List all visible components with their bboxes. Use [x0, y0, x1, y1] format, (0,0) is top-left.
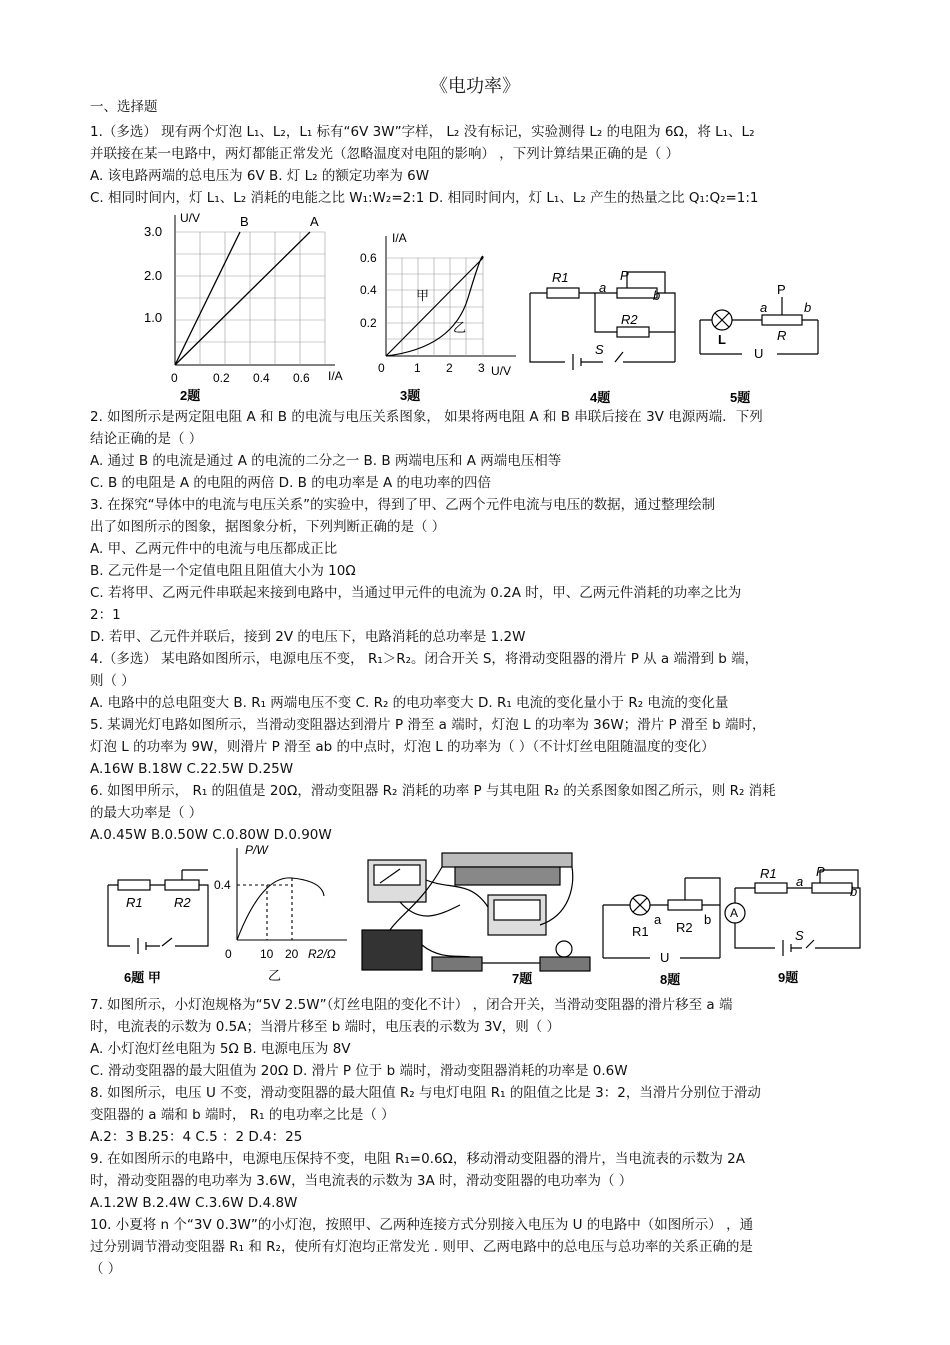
x-tick: 0.4 — [253, 371, 270, 385]
page-title: 《电功率》 — [430, 76, 520, 97]
x-tick: 1 — [414, 361, 421, 375]
label-a: a — [796, 874, 804, 889]
label-s: S — [595, 342, 604, 357]
label-p: P — [620, 268, 629, 283]
option-line: A. 通过 B 的电流是通过 A 的电流的二分之一 B. B 两端电压和 A 两端电压相等 — [90, 453, 562, 469]
option-line: D. 若甲、乙元件并联后，接到 2V 的电压下，电路消耗的总功率是 1.2W — [90, 629, 526, 645]
line-label-b: B — [240, 214, 249, 229]
label-l: L — [718, 332, 726, 347]
label-b: b — [850, 884, 858, 899]
y-tick: 1.0 — [144, 310, 163, 325]
label-b: b — [804, 300, 812, 315]
figure-caption: 7题 — [512, 971, 533, 986]
option-line: C. B 的电阻是 A 的电阻的两倍 D. B 的电功率是 A 的电功率的四倍 — [90, 475, 492, 491]
x-tick: 0.2 — [213, 371, 230, 385]
label-s: S — [795, 928, 804, 943]
figure-caption: 6题 甲 — [124, 970, 161, 985]
option-line: A.1.2W B.2.4W C.3.6W D.4.8W — [90, 1195, 298, 1211]
figure-7-apparatus — [360, 845, 600, 990]
figure-9-circuit — [720, 858, 865, 990]
y-tick: 3.0 — [144, 224, 163, 239]
figure-6-graph — [212, 840, 362, 988]
label-r1: R1 — [126, 895, 143, 910]
label-p: P — [816, 864, 825, 879]
figure-caption: 8题 — [660, 972, 681, 987]
x-tick: 20 — [285, 947, 299, 961]
option-line: A. 电路中的总电阻变大 B. R₁ 两端电压不变 C. R₂ 的电功率变大 D. R₁ 电流的变化量小于 R₂ 电流的变化量 — [90, 695, 729, 711]
question-line: 的最大功率是（ ） — [90, 805, 203, 821]
label-r2: R2 — [174, 895, 191, 910]
x-axis-label: I/A — [328, 369, 343, 383]
option-line: A. 该电路两端的总电压为 6V B. 灯 L₂ 的额定功率为 6W — [90, 168, 430, 184]
question-line: 6. 如图甲所示， R₁ 的阻值是 20Ω，滑动变阻器 R₂ 消耗的功率 P 与其电阻 R₂ 的关系图象如图乙所示，则 R₂ 消耗 — [90, 783, 776, 799]
x-tick: 3 — [478, 361, 485, 375]
question-line: 3. 在探究“导体中的电流与电压关系”的实验中，得到了甲、乙两个元件电流与电压的数据，通过整理绘制 — [90, 497, 716, 513]
subfigure-label: 乙 — [268, 968, 282, 983]
label-a: a — [760, 300, 768, 315]
figure-caption: 2题 — [180, 388, 201, 403]
option-line: A. 小灯泡灯丝电阻为 5Ω B. 电源电压为 8V — [90, 1041, 351, 1057]
x-tick: 0 — [171, 371, 178, 385]
question-line: 则（ ） — [90, 673, 135, 689]
question-line: 过分别调节滑动变阻器 R₁ 和 R₂，使所有灯泡均正常发光 . 则甲、乙两电路中的总电压与总功率的关系正确的是 — [90, 1239, 753, 1255]
x-axis-label: U/V — [491, 364, 512, 378]
question-line: 并联接在某一电路中，两灯都能正常发光（忽略温度对电阻的影响） ，下列计算结果正确的是（ ） — [90, 146, 680, 162]
x-tick: 10 — [260, 947, 274, 961]
figure-6-circuit — [100, 862, 220, 990]
label-r: R — [777, 328, 787, 343]
label-r1: R1 — [552, 270, 569, 285]
figure-caption: 3题 — [400, 388, 421, 403]
question-line: 出了如图所示的图象，据图象分析，下列判断正确的是（ ） — [90, 519, 446, 535]
question-line: 5. 某调光灯电路如图所示，当滑动变阻器达到滑片 P 滑至 a 端时，灯泡 L 的功率为 36W；滑片 P 滑至 b 端时， — [90, 717, 766, 733]
x-tick: 0 — [378, 361, 385, 375]
label-r2: R2 — [676, 920, 693, 935]
curve-label-yi: 乙 — [453, 320, 467, 335]
question-line: 1.（多选） 现有两个灯泡 L₁、L₂，L₁ 标有“6V 3W”字样， L₂ 没有标记，实验测得 L₂ 的电阻为 6Ω，将 L₁、L₂ — [90, 124, 755, 140]
label-r2: R2 — [621, 312, 638, 327]
option-line: A.0.45W B.0.50W C.0.80W D.0.90W — [90, 827, 332, 843]
question-line: 时，滑动变阻器的电功率为 3.6W，当电流表的示数为 3A 时，滑动变阻器的电功率为（ ） — [90, 1173, 633, 1189]
question-line: 10. 小夏将 n 个“3V 0.3W”的小灯泡，按照甲、乙两种连接方式分别接入电压为 U 的电路中（如图所示） ，通 — [90, 1217, 754, 1233]
y-axis-label: U/V — [180, 211, 201, 225]
question-line: 灯泡 L 的功率为 9W，则滑片 P 滑至 ab 的中点时，灯泡 L 的功率为（ ）（不计灯丝电阻随温度的变化） — [90, 739, 715, 755]
y-tick: 0.4 — [360, 283, 377, 297]
label-a: a — [599, 280, 607, 295]
figure-5-circuit — [692, 282, 827, 406]
y-axis-label: P/W — [245, 843, 268, 857]
option-line: C. 滑动变阻器的最大阻值为 20Ω D. 滑片 P 位于 b 端时，滑动变阻器消耗的功率是 0.6W — [90, 1063, 628, 1079]
question-line: 结论正确的是（ ） — [90, 431, 203, 447]
x-tick: 2 — [446, 361, 453, 375]
section-heading: 一、选择题 — [90, 99, 158, 115]
figure-2-graph — [140, 210, 360, 405]
label-b: b — [653, 288, 661, 303]
question-line: 4.（多选） 某电路如图所示，电源电压不变， R₁＞R₂。闭合开关 S，将滑动变阻器的滑片 P 从 a 端滑到 b 端， — [90, 651, 759, 667]
option-line: C. 相同时间内，灯 L₁、L₂ 消耗的电能之比 W₁:W₂=2:1 D. 相同时间内，灯 L₁、L₂ 产生的热量之比 Q₁:Q₂=1:1 — [90, 190, 759, 206]
x-axis-label: R2/Ω — [308, 947, 336, 961]
figure-caption: 9题 — [778, 970, 799, 985]
question-line: （ ） — [90, 1261, 122, 1277]
figure-4-circuit — [525, 262, 685, 406]
line-label-a: A — [310, 214, 319, 229]
question-line: 2. 如图所示是两定阻电阻 A 和 B 的电流与电压关系图象， 如果将两电阻 A 和 B 串联后接在 3V 电源两端．下列 — [90, 409, 763, 425]
label-p: P — [777, 282, 786, 297]
question-line: 7. 如图所示，小灯泡规格为“5V 2.5W”（灯丝电阻的变化不计） ，闭合开关，当滑动变阻器的滑片移至 a 端 — [90, 997, 733, 1013]
question-line: 变阻器的 a 端和 b 端时， R₁ 的电功率之比是（ ） — [90, 1107, 395, 1123]
figure-caption: 5题 — [730, 390, 751, 405]
y-axis-label: I/A — [392, 231, 407, 245]
figure-3-graph — [358, 228, 523, 406]
label-b: b — [704, 912, 712, 927]
y-tick: 0.6 — [360, 251, 377, 265]
curve-label-jia: 甲 — [416, 288, 430, 303]
option-line: A.2：3 B.25：4 C.5 ：2 D.4：25 — [90, 1129, 303, 1145]
label-u: U — [660, 950, 670, 965]
label-a: a — [654, 912, 662, 927]
question-line: 9. 在如图所示的电路中，电源电压保持不变，电阻 R₁=0.6Ω，移动滑动变阻器的滑片，当电流表的示数为 2A — [90, 1151, 745, 1167]
option-line: C. 若将甲、乙两元件串联起来接到电路中，当通过甲元件的电流为 0.2A 时，甲、乙两元件消耗的功率之比为 — [90, 585, 742, 601]
question-line: 8. 如图所示，电压 U 不变，滑动变阻器的最大阻值 R₂ 与电灯电阻 R₁ 的阻值之比是 3：2，当滑片分别位于滑动 — [90, 1085, 761, 1101]
label-r1: R1 — [760, 866, 777, 881]
figure-8-circuit — [600, 870, 732, 990]
x-tick: 0.6 — [293, 371, 310, 385]
label-u: U — [754, 346, 764, 361]
y-tick: 2.0 — [144, 268, 163, 283]
x-tick: 0 — [225, 947, 232, 961]
figure-caption: 4题 — [590, 390, 611, 405]
y-tick: 0.4 — [214, 878, 231, 892]
ammeter-label: A — [730, 906, 739, 920]
option-line: A. 甲、乙两元件中的电流与电压都成正比 — [90, 541, 338, 557]
label-r1: R1 — [632, 924, 649, 939]
option-line: 2：1 — [90, 607, 121, 623]
question-line: 时，电流表的示数为 0.5A；当滑片移至 b 端时，电压表的示数为 3V，则（ ） — [90, 1019, 561, 1035]
y-tick: 0.2 — [360, 316, 377, 330]
option-line: B. 乙元件是一个定值电阻且阻值大小为 10Ω — [90, 563, 356, 579]
option-line: A.16W B.18W C.22.5W D.25W — [90, 761, 294, 777]
